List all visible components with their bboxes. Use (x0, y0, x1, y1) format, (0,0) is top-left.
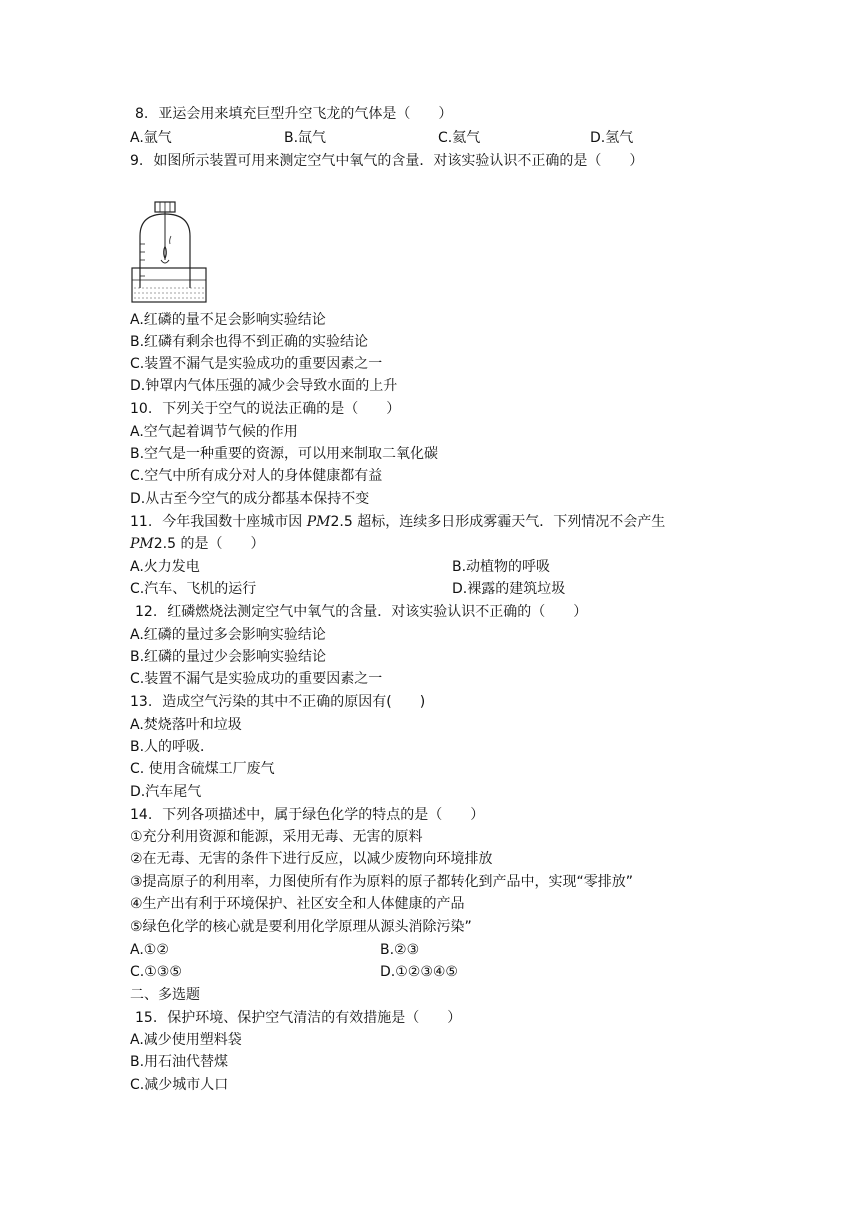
statement-1: ①充分利用资源和能源，采用无毒、无害的原料 (130, 829, 423, 845)
question-text: 保护环境、保护空气清洁的有效措施是（ ） (167, 1010, 462, 1026)
option-d: D.裸露的建筑垃圾 (452, 581, 566, 597)
option-c: C.空气中所有成分对人的身体健康都有益 (130, 468, 383, 484)
question-text: 今年我国数十座城市因 (162, 514, 303, 530)
option-a: A.空气起着调节气候的作用 (130, 424, 298, 440)
question-text: 下列关于空气的说法正确的是（ ） (162, 401, 401, 417)
question-text: 红磷燃烧法测定空气中氧气的含量．对该实验认识不正确的（ ） (167, 604, 588, 620)
option-d: D.从古至今空气的成分都基本保持不变 (130, 491, 370, 507)
question-text: 下列各项描述中，属于绿色化学的特点的是（ ） (162, 807, 485, 823)
question-14 (130, 805, 484, 825)
option-c: C.装置不漏气是实验成功的重要因素之一 (130, 356, 383, 372)
question-number: 15. (135, 1010, 158, 1026)
question-number: 13. (130, 694, 153, 710)
pm-symbol: PM (130, 536, 154, 552)
option-d: D.氢气 (590, 130, 634, 146)
option-a: A.减少使用塑料袋 (130, 1032, 242, 1048)
question-15 (135, 1008, 461, 1028)
question-number: 14. (130, 807, 153, 823)
option-c: C.汽车、飞机的运行 (130, 581, 257, 597)
option-c: C.装置不漏气是实验成功的重要因素之一 (130, 671, 383, 687)
option-b: B.用石油代替煤 (130, 1054, 229, 1070)
question-number: 11. (130, 514, 153, 530)
bell-jar-apparatus-figure (130, 196, 212, 306)
option-b: B.人的呼吸． (130, 739, 215, 755)
question-number: 8. (135, 106, 149, 122)
option-c: C.①③⑤ (130, 964, 182, 980)
statement-2: ②在无毒、无害的条件下进行反应，以减少废物向环境排放 (130, 851, 493, 867)
question-number: 9. (130, 153, 144, 169)
section-heading: 二、多选题 (130, 987, 200, 1003)
option-b: B.红磷的量过少会影响实验结论 (130, 649, 327, 665)
option-b: B.红磷有剩余也得不到正确的实验结论 (130, 334, 369, 350)
option-d: D.钟罩内气体压强的减少会导致水面的上升 (130, 378, 398, 394)
option-a: A.红磷的量过多会影响实验结论 (130, 627, 326, 643)
option-b: B.动植物的呼吸 (452, 559, 551, 575)
question-text-cont: 2.5 的是（ ） (153, 536, 265, 552)
question-text: 如图所示装置可用来测定空气中氧气的含量．对该实验认识不正确的是（ ） (153, 153, 644, 169)
option-a: A.①② (130, 942, 169, 958)
option-a: A.氩气 (130, 130, 172, 146)
pm-symbol: PM (306, 514, 331, 530)
option-a: A.火力发电 (130, 559, 200, 575)
statement-5: ⑤绿色化学的核心就是要利用化学原理从源头消除污染” (130, 919, 472, 935)
option-c: C.氦气 (438, 130, 481, 146)
question-13 (130, 692, 425, 712)
question-11 (130, 512, 665, 532)
option-b: B.空气是一种重要的资源，可以用来制取二氧化碳 (130, 446, 439, 462)
question-11-line2 (130, 534, 264, 554)
question-10 (130, 399, 400, 419)
option-b: B.②③ (380, 942, 420, 958)
question-number: 10. (130, 401, 153, 417)
option-d: D.①②③④⑤ (380, 964, 458, 980)
question-8 (135, 104, 452, 124)
option-c: C. 使用含硫煤工厂废气 (130, 761, 275, 777)
question-9 (130, 151, 643, 171)
question-number: 12. (135, 604, 158, 620)
option-b: B.氙气 (284, 130, 327, 146)
question-text: 造成空气污染的其中不正确的原因有( ) (162, 694, 426, 710)
option-d: D.汽车尾气 (130, 784, 202, 800)
statement-4: ④生产出有利于环境保护、社区安全和人体健康的产品 (130, 896, 465, 912)
question-text-cont: 2.5 超标，连续多日形成雾霾天气．下列情况不会产生 (330, 514, 666, 530)
option-a: A.焚烧落叶和垃圾 (130, 717, 242, 733)
option-c: C.减少城市人口 (130, 1077, 229, 1093)
option-a: A.红磷的量不足会影响实验结论 (130, 312, 326, 328)
question-12 (135, 602, 587, 622)
question-text: 亚运会用来填充巨型升空飞龙的气体是（ ） (158, 106, 453, 122)
statement-3: ③提高原子的利用率，力图使所有作为原料的原子都转化到产品中，实现“零排放” (130, 874, 634, 890)
